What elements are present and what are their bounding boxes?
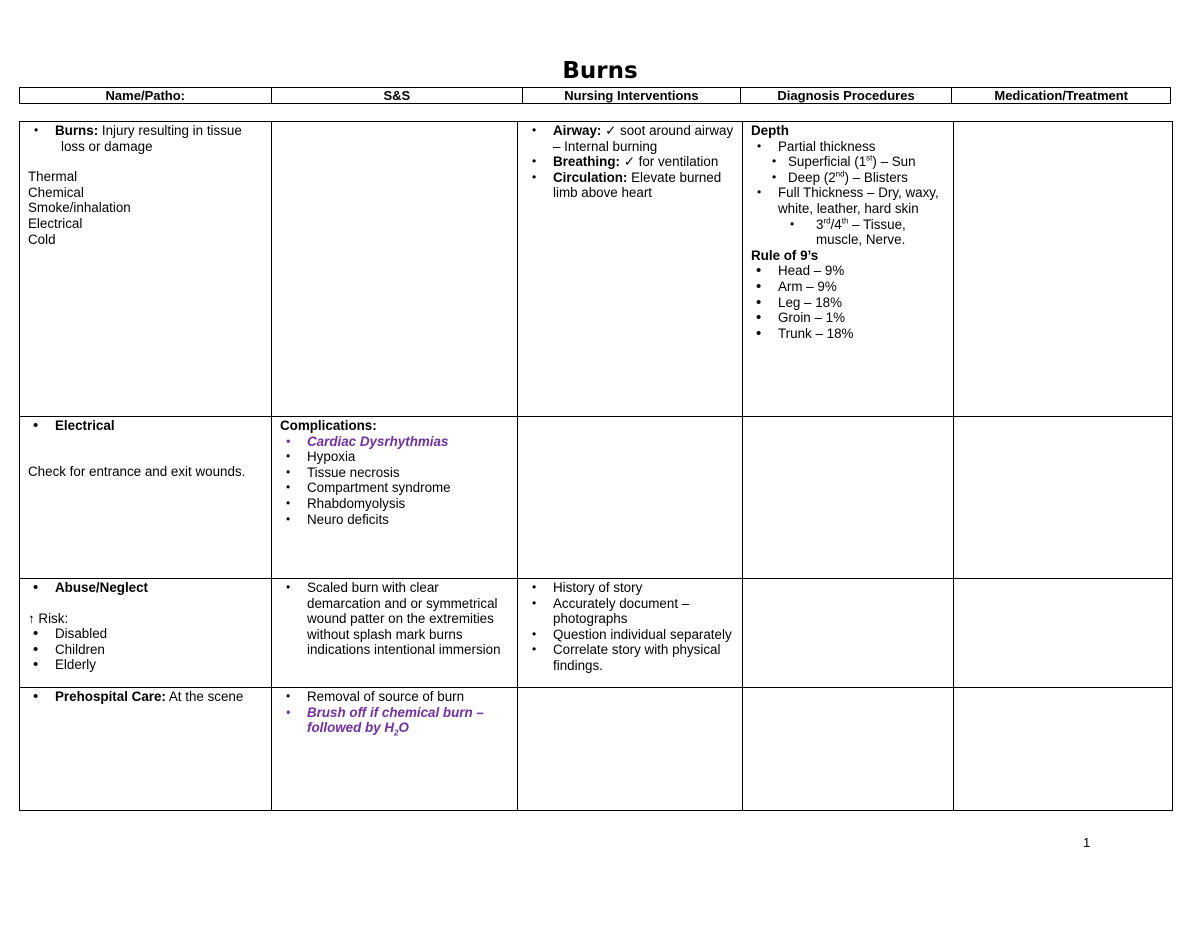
airway-label: Airway: bbox=[553, 123, 602, 138]
superficial-post: ) – Sun bbox=[872, 154, 916, 170]
list-item bbox=[28, 418, 263, 434]
cell-sns-abuse bbox=[272, 579, 518, 688]
list-item bbox=[751, 170, 945, 186]
list-item: • Children bbox=[28, 642, 263, 658]
table-header bbox=[19, 87, 1171, 104]
term-prehospital: Prehospital Care: bbox=[55, 689, 166, 704]
list-item: • Neuro deficits bbox=[280, 512, 509, 528]
fourth-sup: th bbox=[841, 216, 849, 226]
list-item: • Question individual separately bbox=[526, 627, 734, 643]
header-sns: S&S bbox=[272, 88, 524, 103]
burn-type: Chemical bbox=[28, 184, 84, 200]
list-item bbox=[28, 580, 263, 596]
list-item: • Accurately document – photographs bbox=[526, 596, 734, 627]
cell-interventions-electrical bbox=[518, 417, 743, 579]
list-item: • Elderly bbox=[28, 657, 263, 673]
breathing-text: ✓ for ventilation bbox=[619, 154, 719, 170]
cell-name-prehospital bbox=[20, 688, 272, 811]
cell-diagnosis-burns bbox=[743, 122, 954, 417]
risk-label: ↑ Risk: bbox=[28, 610, 69, 626]
partial-thickness: Partial thickness bbox=[778, 138, 876, 154]
table-row-burns bbox=[20, 122, 1173, 417]
cell-medication-prehospital bbox=[954, 688, 1173, 811]
list-item bbox=[751, 154, 945, 170]
full-thickness: Full Thickness – Dry, waxy, white, leather, hard skin bbox=[778, 185, 939, 216]
list-item: • Groin – 1% bbox=[751, 310, 945, 326]
superficial-sup: st bbox=[866, 153, 873, 163]
cell-name-burns bbox=[20, 122, 272, 417]
list-item: • Arm – 9% bbox=[751, 279, 945, 295]
burn-type: Cold bbox=[28, 231, 56, 247]
cell-medication-burns bbox=[954, 122, 1173, 417]
cell-interventions-burns bbox=[518, 122, 743, 417]
term-burns: Burns: bbox=[55, 123, 99, 138]
list-item bbox=[751, 185, 945, 216]
cell-sns-burns bbox=[272, 122, 518, 417]
breathing-label: Breathing: bbox=[553, 154, 620, 170]
list-item bbox=[28, 689, 263, 705]
cell-medication-electrical bbox=[954, 417, 1173, 579]
table-row-electrical bbox=[20, 417, 1173, 579]
list-item: • Disabled bbox=[28, 626, 263, 642]
list-item bbox=[28, 123, 263, 154]
third-text: 3 bbox=[816, 216, 824, 232]
circulation-text: Elevate burned limb above heart bbox=[553, 169, 722, 201]
list-item bbox=[526, 170, 734, 201]
burn-type: Thermal bbox=[28, 169, 78, 185]
header-diagnosis-procedures: Diagnosis Procedures bbox=[741, 88, 953, 103]
cell-interventions-abuse bbox=[518, 579, 743, 688]
cell-medication-abuse bbox=[954, 579, 1173, 688]
page-number: 1 bbox=[1083, 835, 1091, 850]
table-row-abuse bbox=[20, 579, 1173, 688]
burn-type: Smoke/inhalation bbox=[28, 200, 131, 216]
deep-post: ) – Blisters bbox=[844, 169, 908, 185]
airway-text: ✓ soot around airway – Internal burning bbox=[553, 123, 734, 154]
list-item bbox=[526, 154, 734, 170]
burn-type: Electrical bbox=[28, 215, 83, 231]
chemical-burn-text: Brush off if chemical burn – followed by H bbox=[307, 704, 484, 736]
list-item bbox=[751, 139, 945, 155]
list-item: • Cardiac Dysrhythmias bbox=[280, 434, 509, 450]
complications-label: Complications: bbox=[280, 418, 377, 433]
header-name-patho: Name/Patho: bbox=[20, 88, 272, 103]
h2o-sub: 2 bbox=[394, 728, 399, 738]
cell-interventions-prehospital bbox=[518, 688, 743, 811]
list-item: • Hypoxia bbox=[280, 449, 509, 465]
electrical-note: Check for entrance and exit wounds. bbox=[28, 463, 246, 479]
cell-sns-electrical bbox=[272, 417, 518, 579]
list-item: • Compartment syndrome bbox=[280, 480, 509, 496]
cell-name-electrical bbox=[20, 417, 272, 579]
list-item bbox=[526, 123, 734, 154]
cell-name-abuse bbox=[20, 579, 272, 688]
term-electrical: Electrical bbox=[55, 418, 115, 433]
h2o-post: O bbox=[398, 720, 409, 736]
cell-sns-prehospital bbox=[272, 688, 518, 811]
superficial-text: Superficial (1 bbox=[788, 154, 867, 170]
list-item: • History of story bbox=[526, 580, 734, 596]
list-item: • Correlate story with physical findings. bbox=[526, 642, 734, 673]
cell-diagnosis-prehospital bbox=[743, 688, 954, 811]
circulation-label: Circulation: bbox=[553, 169, 628, 185]
header-nursing-interventions: Nursing Interventions bbox=[523, 88, 741, 103]
list-item: • Leg – 18% bbox=[751, 295, 945, 311]
depth-label: Depth bbox=[751, 123, 789, 138]
cell-diagnosis-abuse bbox=[743, 579, 954, 688]
burns-table bbox=[19, 121, 1173, 811]
table-row-prehospital bbox=[20, 688, 1173, 811]
prehospital-text: At the scene bbox=[165, 689, 244, 704]
burns-definition-cont: loss or damage bbox=[61, 138, 153, 154]
deep-sup: nd bbox=[835, 169, 845, 179]
fourth-text: /4 bbox=[830, 216, 842, 232]
cell-diagnosis-electrical bbox=[743, 417, 954, 579]
list-item: • Trunk – 18% bbox=[751, 326, 945, 342]
list-item bbox=[751, 217, 945, 248]
rule-of-nines-label: Rule of 9’s bbox=[751, 247, 819, 263]
list-item: • Tissue necrosis bbox=[280, 465, 509, 481]
list-item: • Removal of source of burn bbox=[280, 689, 509, 705]
list-item: • Scaled burn with clear demarcation and or symmetrical wound patter on the extremities without splash mark burns indications intentional immersion bbox=[280, 580, 509, 658]
list-item bbox=[280, 705, 509, 736]
deep-text: Deep (2 bbox=[788, 169, 836, 185]
term-abuse: Abuse/Neglect bbox=[55, 580, 149, 595]
header-medication-treatment: Medication/Treatment bbox=[994, 88, 1128, 103]
third-post: – Tissue, muscle, Nerve. bbox=[816, 216, 906, 248]
list-item: • Head – 9% bbox=[751, 263, 945, 279]
third-sup: rd bbox=[823, 216, 831, 226]
burns-definition: Injury resulting in tissue bbox=[98, 123, 242, 138]
list-item: • Rhabdomyolysis bbox=[280, 496, 509, 512]
page-title: Burns bbox=[562, 58, 638, 84]
